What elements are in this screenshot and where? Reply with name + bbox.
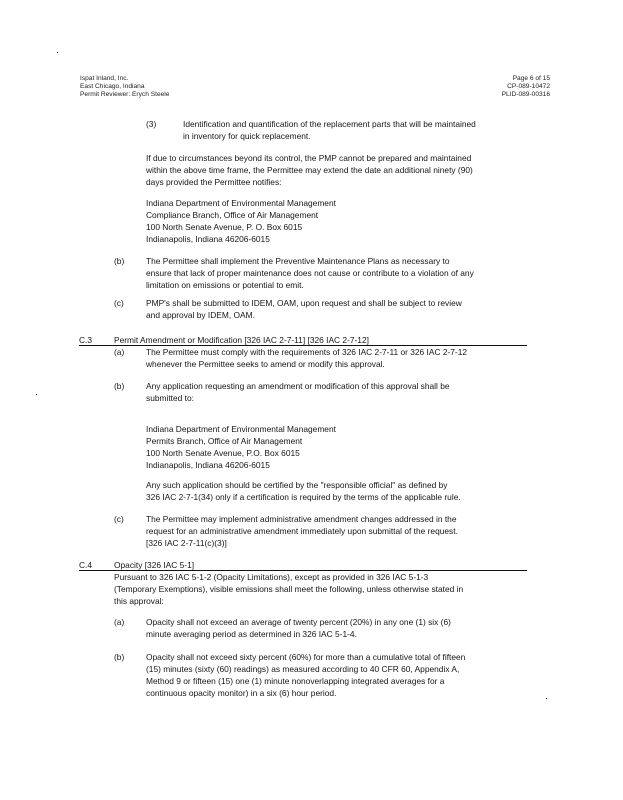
c3-item-b-label: (b) bbox=[114, 381, 125, 391]
address-compliance-branch: Indiana Department of Environmental Management Compliance Branch, Office of Air Management 100 North Senate Avenue, P. O. Box 6015 Indianapolis, Indiana 46206-6015 bbox=[146, 198, 336, 244]
scan-speck bbox=[57, 52, 58, 53]
item-c-text: PMP's shall be submitted to IDEM, OAM, upon request and shall be subject to review and approval by IDEM, OAM. bbox=[146, 298, 462, 320]
scan-speck bbox=[546, 698, 547, 699]
header-reviewer: Permit Reviewer: Erych Steele bbox=[80, 91, 170, 98]
c3-item-a-label: (a) bbox=[114, 347, 125, 357]
c4-item-a-label: (a) bbox=[114, 617, 125, 627]
c3-item-c-label: (c) bbox=[114, 514, 124, 524]
c4-intro-paragraph: Pursuant to 326 IAC 5-1-2 (Opacity Limitations), except as provided in 326 IAC 5-1-3 (Temporary Exemptions), visible emissions shall meet the following, unless otherwise stated in this approval: bbox=[114, 572, 464, 606]
c4-item-b-label: (b) bbox=[114, 652, 125, 662]
scan-speck bbox=[36, 394, 37, 395]
header-page-number: Page 6 of 15 bbox=[512, 75, 550, 82]
item-c-label: (c) bbox=[114, 298, 124, 308]
item-b-label: (b) bbox=[114, 256, 125, 266]
c4-item-a-text: Opacity shall not exceed an average of twenty percent (20%) in any one (1) six (6) minute averaging period as determined in 326 IAC 5-1-4. bbox=[146, 617, 451, 639]
header-left bbox=[80, 75, 169, 99]
header-plant-id: PLID-089-00316 bbox=[501, 91, 550, 98]
paragraph-pmp-extension: If due to circumstances beyond its control, the PMP cannot be prepared and maintained within the above time frame, the Permittee may extend the date an additional ninety (90) days provided the Permittee notifies: bbox=[146, 153, 473, 187]
header-location: East Chicago, Indiana bbox=[80, 83, 145, 90]
section-c4-title: Opacity [326 IAC 5-1] bbox=[114, 560, 195, 570]
c3-item-a-text: The Permittee must comply with the requirements of 326 IAC 2-7-11 or 326 IAC 2-7-12 whenever the Permittee seeks to amend or modify this approval. bbox=[146, 347, 468, 369]
address-permits-branch: Indiana Department of Environmental Management Permits Branch, Office of Air Management 100 North Senate Avenue, P.O. Box 6015 Indianapolis, Indiana 46206-6015 bbox=[146, 424, 336, 470]
c4-item-b-text: Opacity shall not exceed sixty percent (60%) for more than a cumulative total of fifteen (15) minutes (sixty (60) readings) as measured according to 40 CFR 60, Appendix A, Method 9 or fifteen (15) one (1) minute nonoverlapping integrated averages for a continuous opacity monitor) in a six (6) hour period. bbox=[146, 652, 466, 698]
item-b-text: The Permittee shall implement the Preventive Maintenance Plans as necessary to ensure that lack of proper maintenance does not cause or contribute to a violation of any limitation on emissions or potential to emit. bbox=[146, 256, 474, 290]
section-c4-number: C.4 bbox=[79, 560, 93, 570]
certification-paragraph: Any such application should be certified by the "responsible official" as defined by 326 IAC 2-7-1(34) only if a certification is required by the terms of the applicable rule. bbox=[146, 480, 461, 502]
header-permit-number: CP-089-10472 bbox=[507, 83, 550, 90]
item-a3-text: Identification and quantification of the replacement parts that will be maintained in inventory for quick replacement. bbox=[183, 119, 476, 141]
section-c3-number: C.3 bbox=[79, 335, 93, 345]
section-c3-title: Permit Amendment or Modification [326 IAC 2-7-11] [326 IAC 2-7-12] bbox=[114, 335, 369, 345]
c3-item-b-text: Any application requesting an amendment or modification of this approval shall be submitted to: bbox=[146, 381, 450, 403]
c3-item-c-text: The Permittee may implement administrative amendment changes addressed in the request for an administrative amendment immediately upon submittal of the request. [326 IAC 2-7-11(c)(3)] bbox=[146, 514, 458, 548]
header-right bbox=[502, 75, 550, 99]
item-a3-label: (3) bbox=[146, 119, 157, 129]
header-company: Ispat Inland, Inc. bbox=[80, 75, 129, 82]
